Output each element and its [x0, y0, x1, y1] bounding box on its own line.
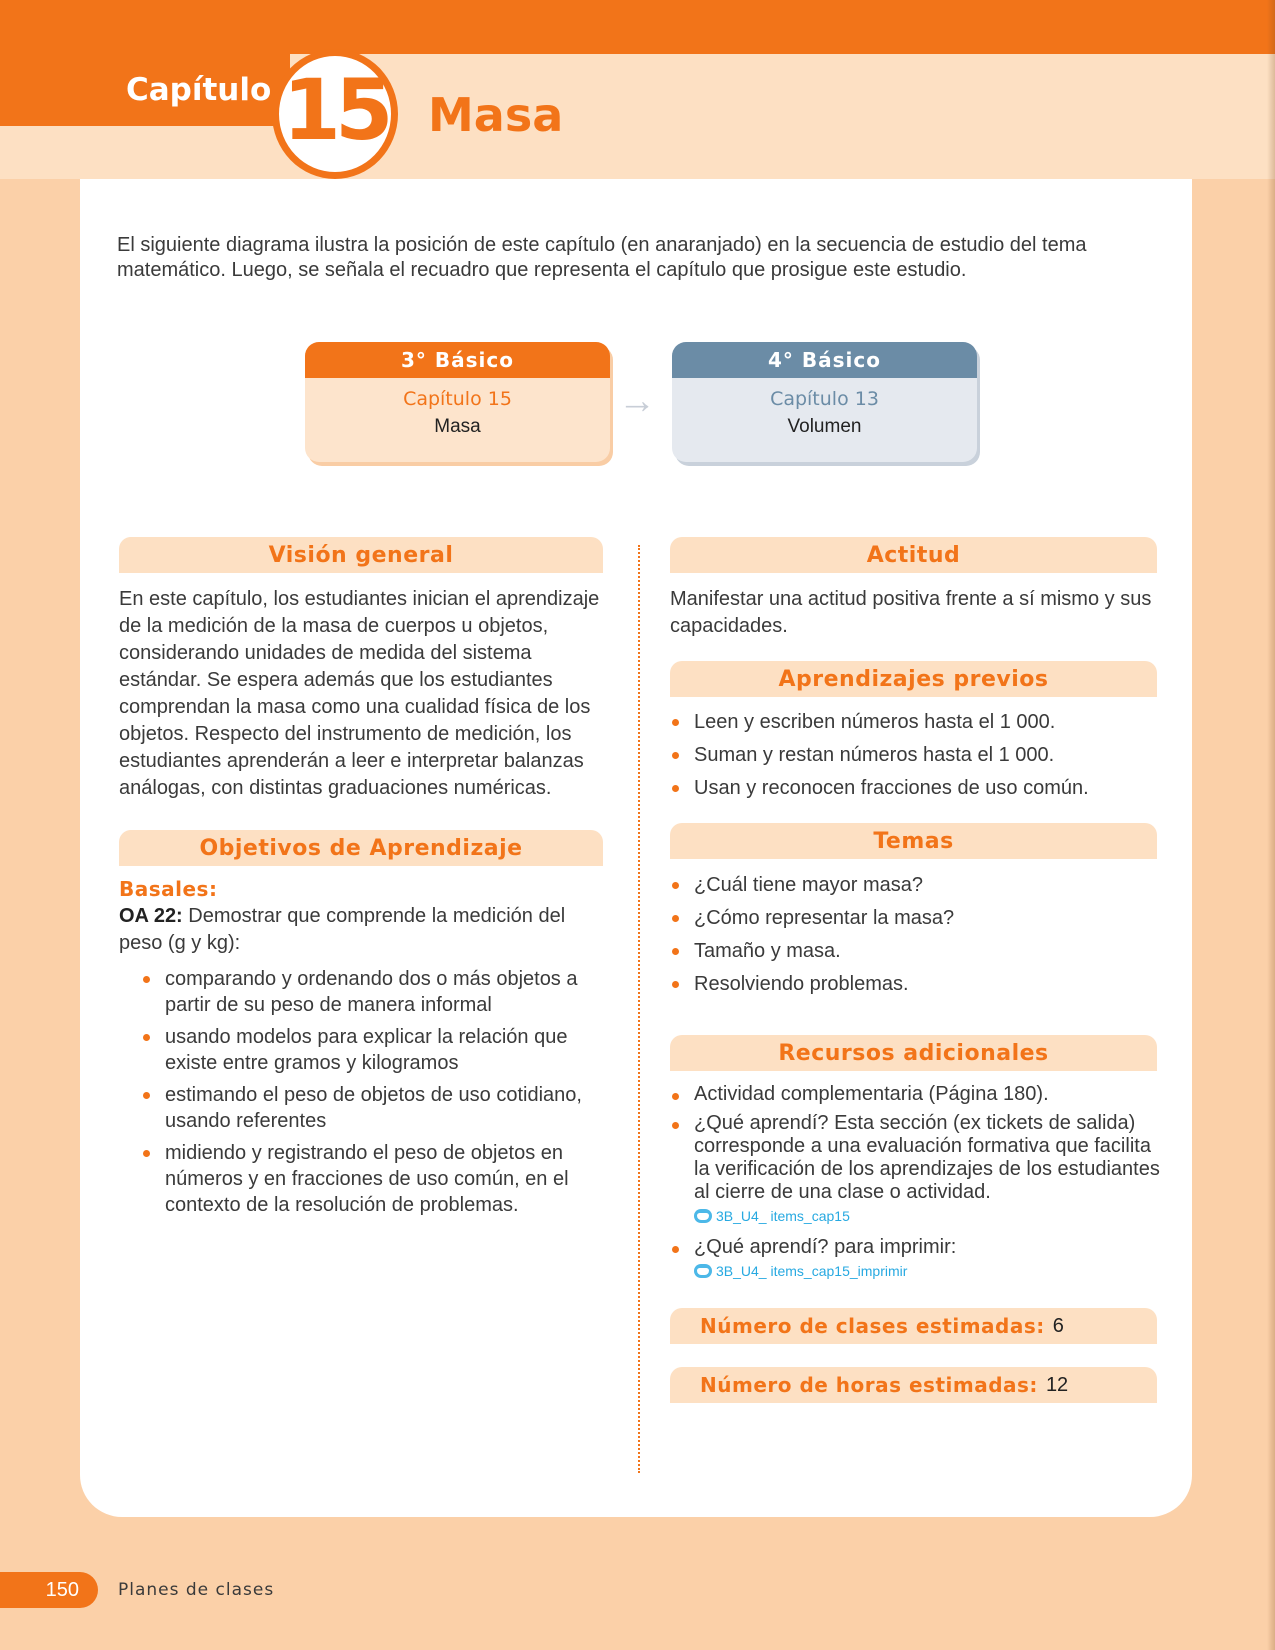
- list-item: Suman y restan números hasta el 1 000.: [670, 742, 1165, 768]
- horas-estimadas-value: 12: [1045, 1373, 1069, 1396]
- recurso-text: ¿Qué aprendí? para imprimir:: [694, 1236, 957, 1258]
- page-number-tab: [0, 1572, 98, 1608]
- flow-level-label: 3° Básico: [305, 342, 610, 378]
- page-number: 150: [45, 1578, 79, 1601]
- clases-estimadas-box: [670, 1308, 1157, 1344]
- column-divider: [638, 545, 640, 1473]
- horas-estimadas-label: Número de horas estimadas:: [700, 1373, 1038, 1397]
- flow-topic-label: Volumen: [787, 416, 862, 437]
- flow-level-label: 4° Básico: [672, 342, 977, 378]
- oa-items-list: [141, 966, 611, 1218]
- page-edge-shadow: [1267, 0, 1275, 1650]
- folder-icon: [694, 1209, 712, 1223]
- list-item: Tamaño y masa.: [670, 938, 1165, 964]
- flow-box-next-chapter: [672, 342, 977, 462]
- list-item: midiendo y registrando el peso de objetos en números y en fracciones de uso común, en el contexto de la resolución de problemas.: [141, 1140, 611, 1218]
- list-item: ¿Cómo representar la masa?: [670, 905, 1165, 931]
- horas-estimadas-box: [670, 1367, 1157, 1403]
- aprendizajes-previos-header: Aprendizajes previos: [670, 661, 1157, 697]
- flow-box-current-chapter: [305, 342, 610, 462]
- vision-general-header: Visión general: [119, 537, 603, 573]
- actitud-header: Actitud: [670, 537, 1157, 573]
- recursos-list: [670, 1083, 1165, 1281]
- chapter-number: 15: [282, 61, 388, 159]
- list-item: [670, 1112, 1165, 1226]
- file-link-items-cap15[interactable]: [694, 1206, 1165, 1226]
- aprendizajes-previos-list: [670, 709, 1165, 801]
- file-link-label[interactable]: 3B_U4_ items_cap15_imprimir: [716, 1263, 908, 1279]
- list-item: Leen y escriben números hasta el 1 000.: [670, 709, 1165, 735]
- chapter-word: Capítulo: [126, 72, 272, 108]
- clases-estimadas-value: 6: [1052, 1314, 1064, 1337]
- folder-icon: [694, 1264, 712, 1278]
- flow-chapter-label: Capítulo 13: [770, 388, 879, 410]
- list-item: ¿Cuál tiene mayor masa?: [670, 872, 1165, 898]
- arrow-right-icon: →: [618, 380, 656, 422]
- list-item: comparando y ordenando dos o más objetos a partir de su peso de manera informal: [141, 966, 611, 1018]
- list-item: [670, 1083, 1165, 1106]
- objetivos-header: Objetivos de Aprendizaje: [119, 830, 603, 866]
- recursos-header: Recursos adicionales: [670, 1035, 1157, 1071]
- basales-label: Basales:: [119, 877, 218, 901]
- chapter-title: Masa: [428, 88, 564, 142]
- footer-section-label: Planes de clases: [118, 1580, 275, 1600]
- oa-description: Demostrar que comprende la medición del peso (g y kg):: [119, 905, 566, 954]
- recurso-text: Actividad complementaria (Página 180).: [694, 1083, 1049, 1105]
- recurso-text: ¿Qué aprendí? Esta sección (ex tickets de salida) corresponde a una evaluación formativa que facilita la verificación de los aprendizajes de los estudiantes al cierre de una clase o actividad.: [694, 1112, 1160, 1203]
- list-item: [670, 1236, 1165, 1281]
- clases-estimadas-label: Número de clases estimadas:: [700, 1314, 1045, 1338]
- actitud-text: Manifestar una actitud positiva frente a sí mismo y sus capacidades.: [670, 588, 1152, 637]
- intro-paragraph: El siguiente diagrama ilustra la posición de este capítulo (en anaranjado) en la secuencia de estudio del tema matemático. Luego, se señala el recuadro que representa el capítulo que prosigue este estudio.: [117, 234, 1087, 281]
- list-item: estimando el peso de objetos de uso cotidiano, usando referentes: [141, 1082, 611, 1134]
- oa-code: OA 22:: [119, 905, 183, 927]
- temas-list: [670, 872, 1165, 997]
- list-item: Resolviendo problemas.: [670, 971, 1165, 997]
- flow-chapter-label: Capítulo 15: [403, 388, 512, 410]
- list-item: usando modelos para explicar la relación que existe entre gramos y kilogramos: [141, 1024, 611, 1076]
- file-link-items-cap15-imprimir[interactable]: [694, 1261, 1165, 1281]
- temas-header: Temas: [670, 823, 1157, 859]
- chapter-number-badge: [272, 49, 398, 179]
- top-bar: [0, 0, 1275, 54]
- oa-22-text: [119, 903, 609, 957]
- file-link-label[interactable]: 3B_U4_ items_cap15: [716, 1208, 850, 1224]
- vision-general-text: En este capítulo, los estudiantes inician el aprendizaje de la medición de la masa de cuerpos u objetos, considerando unidades de medida del sistema estándar. Se espera además que los estudiantes comprendan la masa como una cualidad física de los objetos. Respecto del instrumento de medición, los estudiantes aprenderán a leer e interpretar balanzas análogas, con distintas graduaciones numéricas.: [119, 588, 600, 799]
- list-item: Usan y reconocen fracciones de uso común.: [670, 775, 1165, 801]
- flow-topic-label: Masa: [434, 416, 481, 437]
